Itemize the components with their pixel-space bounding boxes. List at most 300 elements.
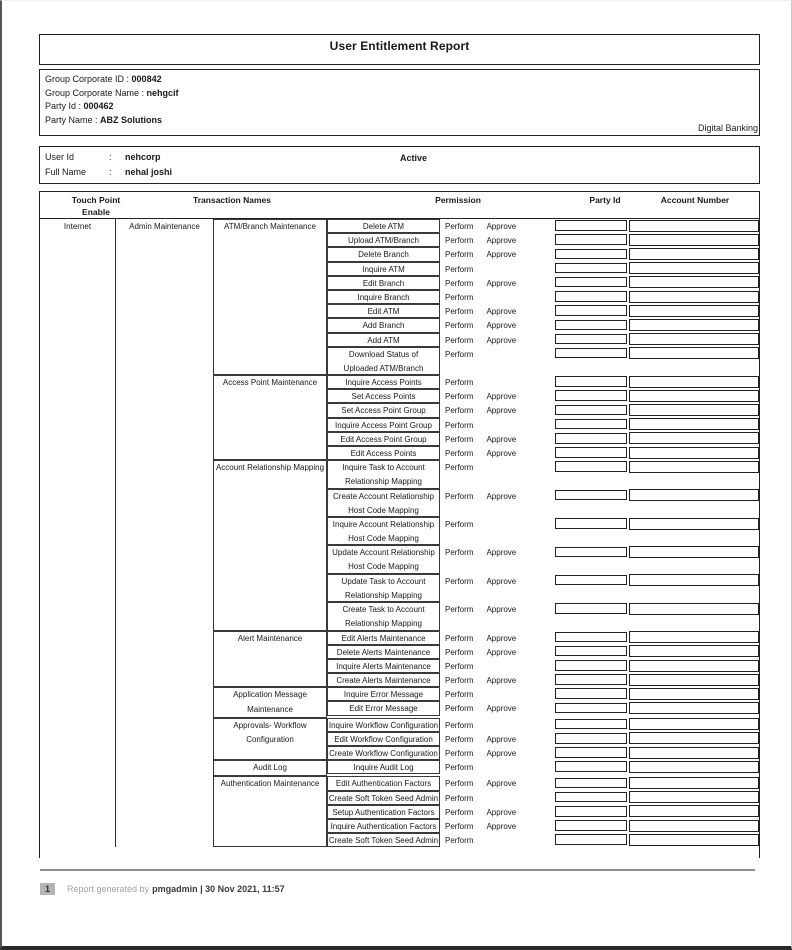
permission-cell [440,701,553,715]
transaction-row [327,247,759,261]
account-number-box [629,333,759,345]
transaction-name-line: Edit Access Points [350,449,417,459]
transaction-name-cell [327,446,440,460]
permission-cell [440,746,553,760]
permission-value: Perform [445,548,474,558]
transaction-name-cell [327,833,440,847]
header-transaction-names: Transaction Names [193,195,271,205]
permission-cell [440,389,553,403]
transaction-name-line: Update Account Relationship [332,548,435,558]
party-id-cell [553,732,629,746]
party-id-cell [553,746,629,760]
group-name-line: ATM/Branch Maintenance [224,222,316,231]
permission-cell [440,833,553,847]
party-id-box [555,419,627,430]
party-id-box [555,632,627,643]
account-number-box [629,702,759,714]
account-cell [629,262,759,276]
account-number-box [629,418,759,430]
table-group [214,687,759,717]
group-corporate-name-value: nehgcif [146,87,179,98]
permission-value: Approve [486,250,517,260]
permission-cell [440,805,553,819]
account-number-box [629,489,759,501]
transaction-name-line: Relationship Mapping [345,477,422,487]
party-id-box [555,688,627,699]
account-number-box [629,546,759,558]
group-name-line: Access Point Maintenance [222,378,318,388]
group-name-line: Configuration [246,734,294,744]
transaction-name-cell [327,631,440,645]
transaction-name-line: Edit ATM [367,307,400,317]
account-cell [629,446,759,460]
transaction-name-cell [327,545,440,573]
transaction-name-cell [327,718,440,732]
party-id-cell [553,233,629,247]
account-cell [629,545,759,573]
account-cell [629,574,759,602]
permission-value: Perform [445,793,474,803]
party-id-box [555,249,627,260]
account-cell [629,701,759,715]
table-group [214,375,759,460]
account-number-box [629,404,759,416]
transaction-row [327,645,759,659]
party-id-box [555,792,627,803]
party-id-cell [553,833,629,847]
header-touch-point-line1: Touch Point [71,195,121,205]
permission-value: Approve [486,222,517,231]
transaction-name-cell [327,318,440,332]
transaction-name-line: Create Soft Token Seed Admin [328,793,439,803]
transaction-name-line: Host Code Mapping [348,533,419,543]
permission-value: Perform [445,406,474,416]
account-number-box [629,291,759,303]
transaction-row [327,233,759,247]
account-cell [629,489,759,517]
party-id-cell [553,446,629,460]
account-number-box [629,777,759,789]
permission-cell [440,276,553,290]
transaction-row [327,819,759,833]
transaction-row [327,776,759,790]
party-id-box [555,575,627,586]
permission-cell [440,631,553,645]
party-id-box [555,390,627,401]
user-info-box [39,146,760,184]
header-touch-point-line2: Enable [82,207,110,217]
account-number-box [629,732,759,744]
transaction-row [327,602,759,630]
party-id-box [555,234,627,245]
transaction-name-cell [327,819,440,833]
permission-value: Perform [445,749,474,759]
permission-cell [440,418,553,432]
party-id-box [555,447,627,458]
transaction-name-cell [327,333,440,347]
transaction-name-line: Inquire ATM [362,264,405,274]
account-cell [629,746,759,760]
full-name-value: nehal joshi [125,167,173,177]
account-number-box [629,631,759,643]
transaction-name-line: Set Access Points [351,392,416,402]
permission-value: Perform [445,647,474,657]
permission-cell [440,304,553,318]
transaction-row [327,833,759,847]
transaction-name-cell [327,659,440,673]
party-id-box [555,405,627,416]
group-name-line: Authentication Maintenance [220,779,320,789]
account-cell [629,776,759,790]
permission-value: Perform [445,633,474,643]
party-name-label: Party Name : [45,114,101,125]
permission-value: Perform [445,434,474,444]
permission-value: Approve [486,335,517,345]
permission-cell [440,375,553,389]
account-cell [629,645,759,659]
transaction-row [327,418,759,432]
transaction-row [327,673,759,687]
transaction-name-line: Edit Access Point Group [340,434,427,444]
party-id-cell [553,819,629,833]
group-name-cell [214,375,327,460]
group-corporate-id-line [45,73,754,87]
transaction-row [327,219,759,233]
permission-value: Perform [445,250,474,260]
permission-value: Approve [486,576,517,586]
transaction-name-cell [327,602,440,630]
transaction-name-line: Setup Authentication Factors [332,807,435,817]
account-cell [629,276,759,290]
generated-by-prefix: Report generated by [67,884,150,894]
account-number-box [629,805,759,817]
group-name-cell [214,631,327,688]
permission-cell [440,333,553,347]
table-body [40,219,759,858]
party-id-cell [553,262,629,276]
transaction-name-cell [327,233,440,247]
permission-cell [440,403,553,417]
permission-cell [440,318,553,332]
party-id-cell [553,687,629,701]
permission-value: Perform [445,734,474,744]
account-cell [629,732,759,746]
party-id-cell [553,718,629,732]
party-id-box [555,305,627,316]
party-id-box [555,433,627,444]
party-id-box [555,334,627,345]
account-number-box [629,248,759,260]
party-id-box [555,674,627,685]
account-number-box [629,747,759,759]
permission-cell [440,687,553,701]
permission-value: Perform [445,576,474,586]
account-number-box [629,234,759,246]
party-id-box [555,376,627,387]
party-id-label: Party Id : [45,101,84,111]
permission-cell [440,776,553,790]
transaction-name-cell [327,760,440,774]
permission-value: Approve [486,704,517,714]
party-id-cell [553,418,629,432]
account-cell [629,403,759,417]
transaction-name-line: Edit Authentication Factors [335,779,432,789]
transaction-name-line: Create Task to Account [342,605,425,615]
account-number-box [629,305,759,317]
account-number-box [629,688,759,700]
permission-cell [440,517,553,545]
party-id-cell [553,304,629,318]
group-rows [327,375,759,460]
transaction-row [327,791,759,805]
transaction-name-cell [327,247,440,261]
permission-value: Perform [445,335,474,345]
party-id-box [555,761,627,772]
permission-value: Perform [445,420,474,430]
permission-value: Approve [486,491,517,501]
party-id-cell [553,602,629,630]
party-id-box [555,518,627,529]
table-groups [214,219,759,847]
group-rows [327,219,759,375]
party-id-cell [553,375,629,389]
account-number-box [629,518,759,530]
group-rows [327,718,759,761]
transaction-name-line: Inquire Account Relationship [332,519,435,529]
transaction-name-cell [327,290,440,304]
transaction-name-line: Add Branch [362,321,405,331]
party-id-box [555,547,627,558]
transaction-name-line: Inquire Access Points [345,378,422,388]
permission-value: Perform [445,349,474,359]
table-group [214,776,759,847]
account-number-box [629,603,759,615]
party-id-box [555,490,627,501]
group-name-cell [214,760,327,776]
transaction-name-line: Inquire Authentication Factors [330,822,437,832]
account-number-box [629,761,759,773]
account-cell [629,517,759,545]
transaction-row [327,276,759,290]
transaction-row [327,403,759,417]
account-cell [629,375,759,389]
transaction-row [327,318,759,332]
group-rows [327,776,759,847]
party-id-box [555,719,627,730]
transaction-name-line: Uploaded ATM/Branch [343,363,424,373]
transaction-row [327,389,759,403]
account-number-box [629,276,759,288]
permission-value: Approve [486,434,517,444]
permission-value: Perform [445,704,474,714]
transaction-name-cell [327,304,440,318]
party-id-cell [553,318,629,332]
account-number-box [629,660,759,672]
transaction-name-cell [327,776,440,790]
party-id-box [555,263,627,274]
account-cell [629,418,759,432]
transaction-row [327,460,759,488]
account-cell [629,687,759,701]
permission-value: Approve [486,734,517,744]
table-group [214,219,759,375]
report-title-box [39,34,760,65]
group-name-cell [214,687,327,717]
group-name-cell [214,460,327,630]
party-id-cell [553,545,629,573]
account-number-box [629,834,759,846]
party-id-box [555,320,627,331]
transaction-name-cell [327,687,440,701]
permission-cell [440,290,553,304]
group-name-line: Account Relationship Mapping [215,463,325,473]
party-id-cell [553,347,629,375]
table-group [214,631,759,688]
group-name-cell [214,718,327,761]
permission-cell [440,819,553,833]
transaction-row [327,517,759,545]
account-cell [629,432,759,446]
party-id-cell [553,460,629,488]
permission-value: Perform [445,836,474,846]
permission-cell [440,489,553,517]
transaction-row [327,446,759,460]
party-name-line [45,114,754,128]
party-id-cell [553,701,629,715]
corporate-info-box [39,69,760,136]
transaction-row [327,262,759,276]
table-group [214,718,759,761]
transaction-name-cell [327,701,440,715]
permission-value: Perform [445,605,474,615]
permission-value: Perform [445,491,474,501]
permission-cell [440,247,553,261]
transaction-name-line: Delete Branch [358,250,409,260]
account-cell [629,219,759,233]
entitlement-table [39,191,760,858]
transaction-name-line: Edit Workflow Configuration [334,734,433,744]
transaction-row [327,631,759,645]
transaction-name-line: Create Soft Token Seed Admin [328,836,439,846]
account-number-box [629,645,759,657]
permission-value: Perform [445,690,474,700]
group-name-line: Application Message [233,690,307,700]
permission-value: Approve [486,307,517,317]
touch-point-cell: Internet [40,219,116,847]
transaction-name-line: Edit Error Message [349,704,418,714]
party-id-cell [553,631,629,645]
account-cell [629,333,759,347]
transaction-name-line: Host Code Mapping [348,505,419,515]
transaction-name-cell [327,489,440,517]
transaction-name-cell [327,517,440,545]
permission-cell [440,233,553,247]
party-id-cell [553,389,629,403]
transaction-name-cell [327,403,440,417]
header-touch-point [72,194,120,218]
permission-cell [440,262,553,276]
permission-value: Perform [445,321,474,331]
party-id-cell [553,290,629,304]
account-number-box [629,432,759,444]
group-name-cell [214,776,327,847]
permission-cell [440,545,553,573]
transaction-name-cell [327,375,440,389]
permission-value: Perform [445,519,474,529]
party-id-box [555,733,627,744]
transaction-row [327,746,759,760]
account-number-box [629,718,759,730]
transaction-row [327,545,759,573]
permission-cell [440,602,553,630]
account-number-box [629,319,759,331]
transaction-name-line: Inquire Audit Log [353,763,414,773]
transaction-name-line: Add ATM [367,335,400,345]
transaction-name-cell [327,574,440,602]
permission-cell [440,718,553,732]
permission-value: Approve [486,605,517,615]
permission-value: Approve [486,449,517,459]
table-group [214,460,759,630]
transaction-name-cell [327,673,440,687]
page-title: User Entitlement Report [329,39,470,53]
transaction-name-cell [327,460,440,488]
party-id-cell [553,517,629,545]
transaction-name-line: Delete ATM [362,222,405,231]
account-number-box [629,461,759,473]
party-id-box [555,660,627,671]
party-id-box [555,603,627,614]
account-number-box [629,574,759,586]
account-number-box [629,262,759,274]
permission-cell [440,446,553,460]
group-corporate-name-line [45,87,754,101]
account-number-box [629,376,759,388]
permission-value: Perform [445,807,474,817]
account-cell [629,659,759,673]
transaction-name-line: Host Code Mapping [348,562,419,572]
party-id-cell [553,791,629,805]
user-status-badge: Active [400,153,428,163]
party-id-cell [553,247,629,261]
transaction-name-line: Create Alerts Maintenance [336,676,431,686]
full-name-line [45,165,754,180]
transaction-name-line: Inquire Task to Account [342,463,425,473]
party-id-cell [553,673,629,687]
party-id-box [555,703,627,714]
group-corporate-name-label: Group Corporate Name : [45,87,147,98]
party-id-cell [553,432,629,446]
party-id-cell [553,776,629,790]
party-id-cell [553,403,629,417]
permission-value: Approve [486,633,517,643]
account-number-box [629,447,759,459]
user-id-value: nehcorp [125,152,161,162]
group-rows [327,631,759,688]
header-permission: Permission [435,195,481,205]
party-id-value: 000462 [83,101,114,111]
transaction-row [327,760,759,774]
permission-value: Perform [445,236,474,246]
permission-value: Approve [486,647,517,657]
account-number-box [629,674,759,686]
permission-value: Perform [445,292,474,302]
transaction-name-line: Delete Alerts Maintenance [336,647,431,657]
account-cell [629,233,759,247]
account-cell [629,819,759,833]
group-name-line: Alert Maintenance [237,633,303,643]
group-name-cell [214,219,327,375]
